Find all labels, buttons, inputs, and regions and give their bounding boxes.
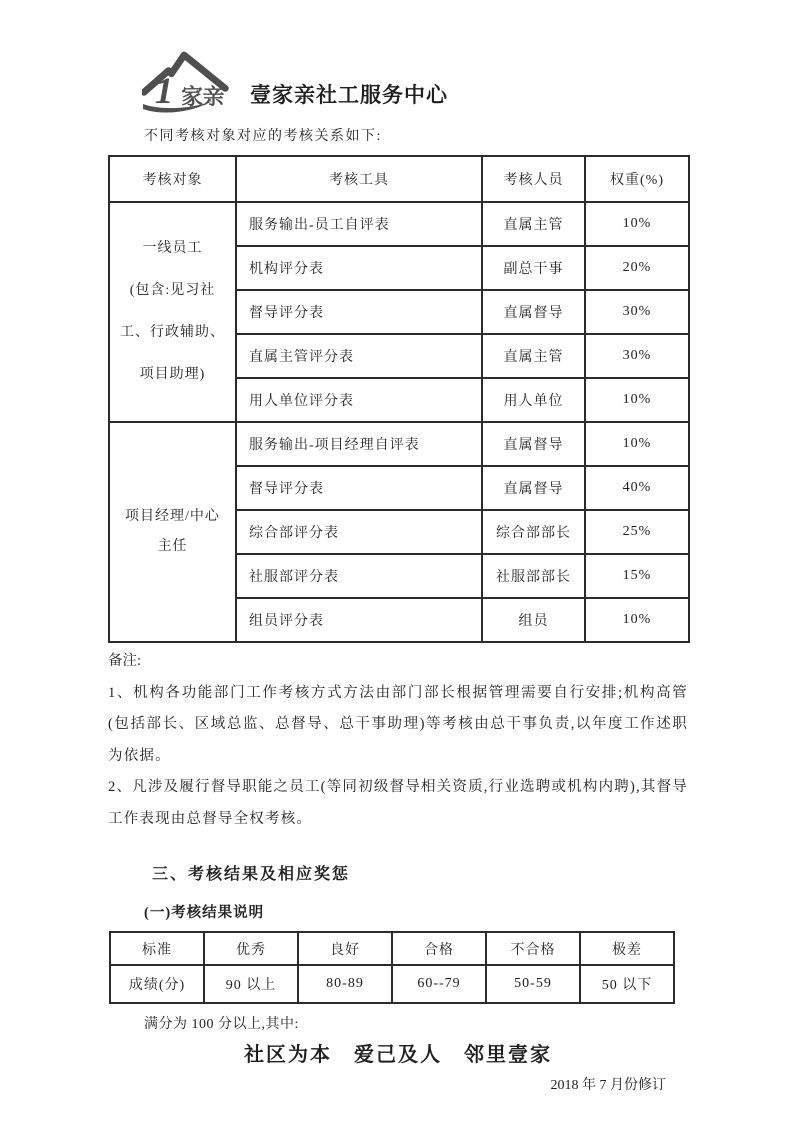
- col-header-assessor: 考核人员: [482, 156, 585, 202]
- target-group-line: 一线员工: [142, 241, 203, 256]
- result-col-standard: 标准: [110, 932, 204, 965]
- assessor-cell: 直属主管: [482, 334, 585, 378]
- org-slogan: 社区为本 爱己及人 邻里壹家: [244, 1044, 552, 1066]
- note-item-2: 2、凡涉及履行督导职能之员工(等同初级督导相关资质,行业选聘或机构内聘),其督导工作表现由总督导全权考核。: [108, 779, 688, 827]
- result-col-fail: 不合格: [486, 932, 580, 965]
- weight-cell: 25%: [585, 510, 689, 554]
- score-range-cell: 50-59: [486, 965, 580, 1003]
- weight-cell: 40%: [585, 466, 689, 510]
- document-content: [108, 0, 688, 1094]
- score-row-label: 成绩(分): [110, 965, 204, 1003]
- weight-cell: 10%: [585, 202, 689, 246]
- result-col-good: 良好: [298, 932, 392, 965]
- assessor-cell: 直属主管: [482, 202, 585, 246]
- results-section-subheading: (一)考核结果说明: [144, 905, 265, 921]
- assessment-table-header-row: [109, 156, 689, 202]
- assessment-table: [108, 155, 690, 643]
- org-name: 壹家亲社工服务中心: [250, 83, 448, 107]
- score-range-cell: 80-89: [298, 965, 392, 1003]
- full-score-note: 满分为 100 分以上,其中:: [144, 1017, 299, 1032]
- target-group-line: 项目助理): [139, 367, 206, 382]
- target-group-line: 主任: [157, 539, 188, 554]
- notes-section: [108, 646, 688, 835]
- col-header-weight: 权重(%): [585, 156, 689, 202]
- assessor-cell: 直属督导: [482, 422, 585, 466]
- tool-cell: 服务输出-项目经理自评表: [236, 422, 482, 466]
- assessor-cell: 组员: [482, 598, 585, 642]
- target-group-line: 工、行政辅助、: [120, 325, 225, 340]
- note-item-1: 1、机构各功能部门工作考核方式方法由部门部长根据管理需要自行安排;机构高管(包括部长、区域总监、总督导、总干事助理)等考核由总干事负责,以年度工作述职为依据。: [108, 684, 688, 764]
- tool-cell: 用人单位评分表: [236, 378, 482, 422]
- weight-cell: 30%: [585, 290, 689, 334]
- result-col-verybad: 极差: [580, 932, 674, 965]
- tool-cell: 服务输出-员工自评表: [236, 202, 482, 246]
- result-table-score-row: [110, 965, 674, 1003]
- col-header-tool: 考核工具: [236, 156, 482, 202]
- score-range-cell: 90 以上: [204, 965, 298, 1003]
- result-col-pass: 合格: [392, 932, 486, 965]
- tool-cell: 直属主管评分表: [236, 334, 482, 378]
- weight-cell: 15%: [585, 554, 689, 598]
- tool-cell: 综合部评分表: [236, 510, 482, 554]
- target-group-manager: [109, 422, 236, 642]
- table-row: [109, 202, 689, 246]
- tool-cell: 社服部评分表: [236, 554, 482, 598]
- score-range-cell: 50 以下: [580, 965, 674, 1003]
- target-group-line: 项目经理/中心: [125, 509, 220, 524]
- col-header-target: 考核对象: [109, 156, 236, 202]
- tool-cell: 组员评分表: [236, 598, 482, 642]
- intro-text: 不同考核对象对应的考核关系如下:: [144, 129, 382, 144]
- target-group-line: (包含:见习社: [129, 283, 216, 298]
- weight-cell: 10%: [585, 598, 689, 642]
- notes-label: 备注:: [108, 653, 142, 669]
- table-row: [109, 422, 689, 466]
- logo-family-text: 家亲: [181, 85, 225, 110]
- house-logo-icon: [142, 50, 240, 113]
- assessor-cell: 直属督导: [482, 290, 585, 334]
- assessor-cell: 副总干事: [482, 246, 585, 290]
- result-table: [109, 931, 675, 1004]
- target-group-frontline: [109, 202, 236, 422]
- weight-cell: 20%: [585, 246, 689, 290]
- revision-date: 2018 年 7 月份修订: [550, 1078, 666, 1093]
- weight-cell: 10%: [585, 378, 689, 422]
- result-table-header-row: [110, 932, 674, 965]
- org-header: [142, 50, 688, 113]
- weight-cell: 10%: [585, 422, 689, 466]
- result-col-excellent: 优秀: [204, 932, 298, 965]
- assessor-cell: 社服部部长: [482, 554, 585, 598]
- weight-cell: 30%: [585, 334, 689, 378]
- tool-cell: 督导评分表: [236, 466, 482, 510]
- tool-cell: 督导评分表: [236, 290, 482, 334]
- logo-numeral: 1: [154, 71, 174, 113]
- assessor-cell: 综合部部长: [482, 510, 585, 554]
- assessor-cell: 用人单位: [482, 378, 585, 422]
- assessor-cell: 直属督导: [482, 466, 585, 510]
- tool-cell: 机构评分表: [236, 246, 482, 290]
- results-section-heading: 三、考核结果及相应奖惩: [152, 866, 351, 883]
- score-range-cell: 60--79: [392, 965, 486, 1003]
